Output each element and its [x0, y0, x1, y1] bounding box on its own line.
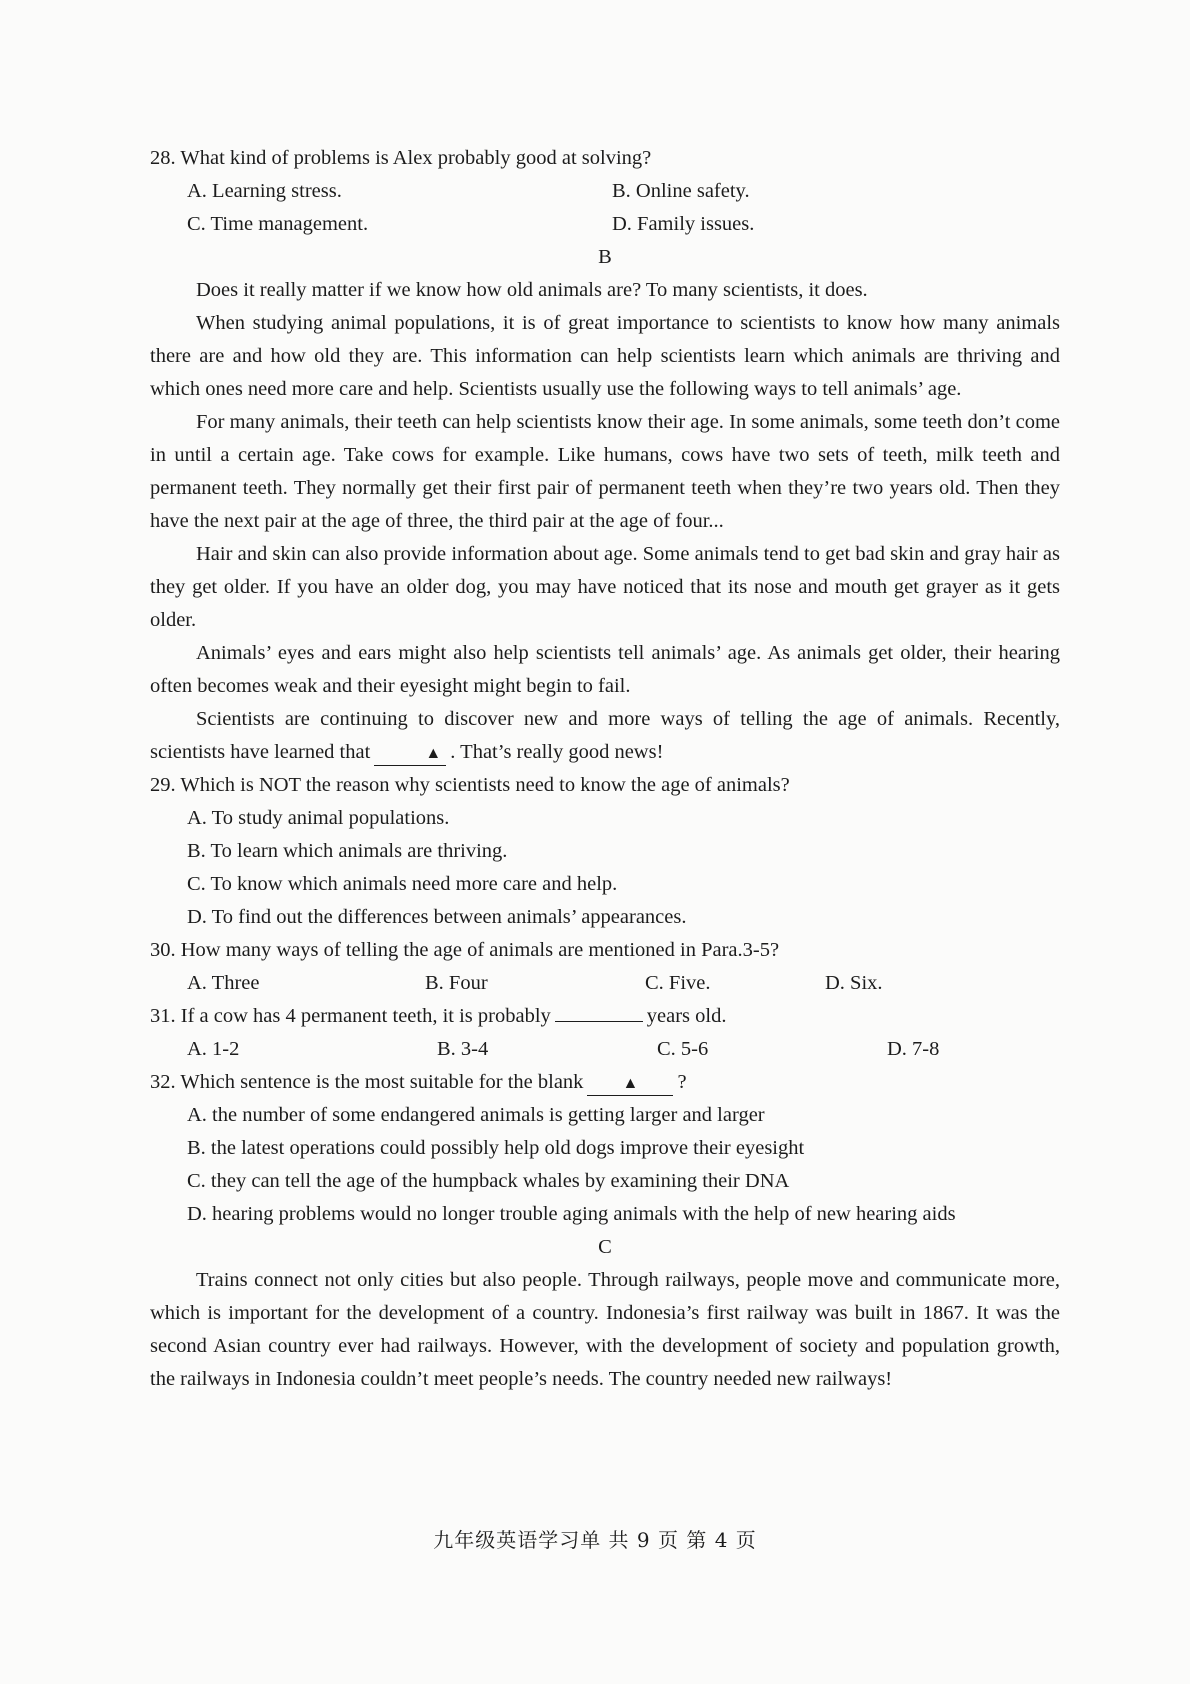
- section-b-paragraph-6-text: Scientists are continuing to discover new and more ways of telling the age of animals. Recently, scientists have learned that: [150, 708, 1060, 763]
- question-28-options: [150, 175, 1060, 241]
- section-b-paragraph-5: Animals’ eyes and ears might also help scientists tell animals’ age. As animals get older, their hearing often becomes weak and their eyesight might begin to fail.: [150, 642, 1060, 697]
- question-29-stem: 29. Which is NOT the reason why scientists need to know the age of animals?: [150, 774, 790, 796]
- question-28-option-b: B. Online safety.: [612, 180, 750, 202]
- question-28-option-c: C. Time management.: [187, 213, 369, 235]
- section-b-paragraph-3: For many animals, their teeth can help scientists know their age. In some animals, some teeth don’t come in until a certain age. Take cows for example. Like humans, cows have two sets of teeth, milk teeth and permanent teeth. They normally get their first pair of permanent teeth when they’re two years old. Then they have the next pair at the age of three, the third pair at the age of four...: [150, 411, 1060, 532]
- question-32-option-a: A. the number of some endangered animals is getting larger and larger: [187, 1104, 765, 1126]
- question-28-option-d: D. Family issues.: [612, 213, 755, 235]
- question-32-option-b: B. the latest operations could possibly help old dogs improve their eyesight: [187, 1137, 805, 1159]
- question-29-option-b: B. To learn which animals are thriving.: [187, 840, 508, 862]
- question-32-option-c: C. they can tell the age of the humpback whales by examining their DNA: [187, 1170, 790, 1192]
- question-29-option-a: A. To study animal populations.: [187, 807, 450, 829]
- question-29-option-c: C. To know which animals need more care and help.: [187, 873, 618, 895]
- question-31-blank: [555, 1021, 643, 1022]
- question-28-option-a: A. Learning stress.: [187, 180, 342, 202]
- question-31-stem: [150, 1000, 1060, 1033]
- page-content: [150, 142, 1060, 1396]
- section-b-paragraph-1: Does it really matter if we know how old animals are? To many scientists, it does.: [196, 279, 868, 301]
- question-30-option-a: A. Three: [187, 972, 260, 994]
- question-31-options: [150, 1033, 1060, 1066]
- question-29-option-d: D. To find out the differences between animals’ appearances.: [187, 906, 687, 928]
- passage-blank: [374, 741, 446, 766]
- blank-triangle-icon: ▲: [622, 1075, 639, 1092]
- section-b-paragraph-2: When studying animal populations, it is of great importance to scientists to know how many animals there are and how old they are. This information can help scientists learn which animals are thriving and which ones need more care and help. Scientists usually use the following ways to tell animals’ age.: [150, 312, 1060, 400]
- question-31-stem-end: years old.: [646, 1005, 727, 1027]
- question-30-stem: 30. How many ways of telling the age of animals are mentioned in Para.3-5?: [150, 939, 780, 961]
- question-31-option-d: D. 7-8: [887, 1038, 940, 1060]
- question-30-option-c: C. Five.: [645, 972, 711, 994]
- question-32-blank: [587, 1071, 673, 1096]
- blank-triangle-icon: ▲: [425, 745, 442, 762]
- question-30-options: [150, 967, 1060, 1000]
- section-c-heading: C: [598, 1236, 612, 1258]
- question-32-stem-end: ?: [677, 1071, 687, 1093]
- question-32-stem: [150, 1066, 1060, 1099]
- question-32-option-d: D. hearing problems would no longer trouble aging animals with the help of new hearing aids: [187, 1203, 956, 1225]
- question-28-stem: 28. What kind of problems is Alex probably good at solving?: [150, 147, 652, 169]
- section-b-paragraph-4: Hair and skin can also provide information about age. Some animals tend to get bad skin and gray hair as they get older. If you have an older dog, you may have noticed that its nose and mouth get grayer as it gets older.: [150, 543, 1060, 631]
- question-31-option-c: C. 5-6: [657, 1038, 709, 1060]
- question-31-option-b: B. 3-4: [437, 1038, 489, 1060]
- question-32-stem-text: 32. Which sentence is the most suitable for the blank: [150, 1071, 584, 1093]
- section-b-heading: B: [598, 246, 612, 268]
- question-31-stem-text: 31. If a cow has 4 permanent teeth, it is probably: [150, 1005, 551, 1027]
- section-b-paragraph-6-end: . That’s really good news!: [450, 741, 664, 763]
- page-footer: 九年级英语学习单 共 9 页 第 4 页: [433, 1528, 757, 1552]
- section-b-paragraph-6: [150, 703, 1060, 769]
- question-31-option-a: A. 1-2: [187, 1038, 240, 1060]
- section-c-paragraph-1: Trains connect not only cities but also people. Through railways, people move and communicate more, which is important for the development of a country. Indonesia’s first railway was built in 1867. It was the second Asian country ever had railways. However, with the development of society and population growth, the railways in Indonesia couldn’t meet people’s needs. The country needed new railways!: [150, 1269, 1060, 1390]
- question-30-option-b: B. Four: [425, 972, 488, 994]
- question-30-option-d: D. Six.: [825, 972, 883, 994]
